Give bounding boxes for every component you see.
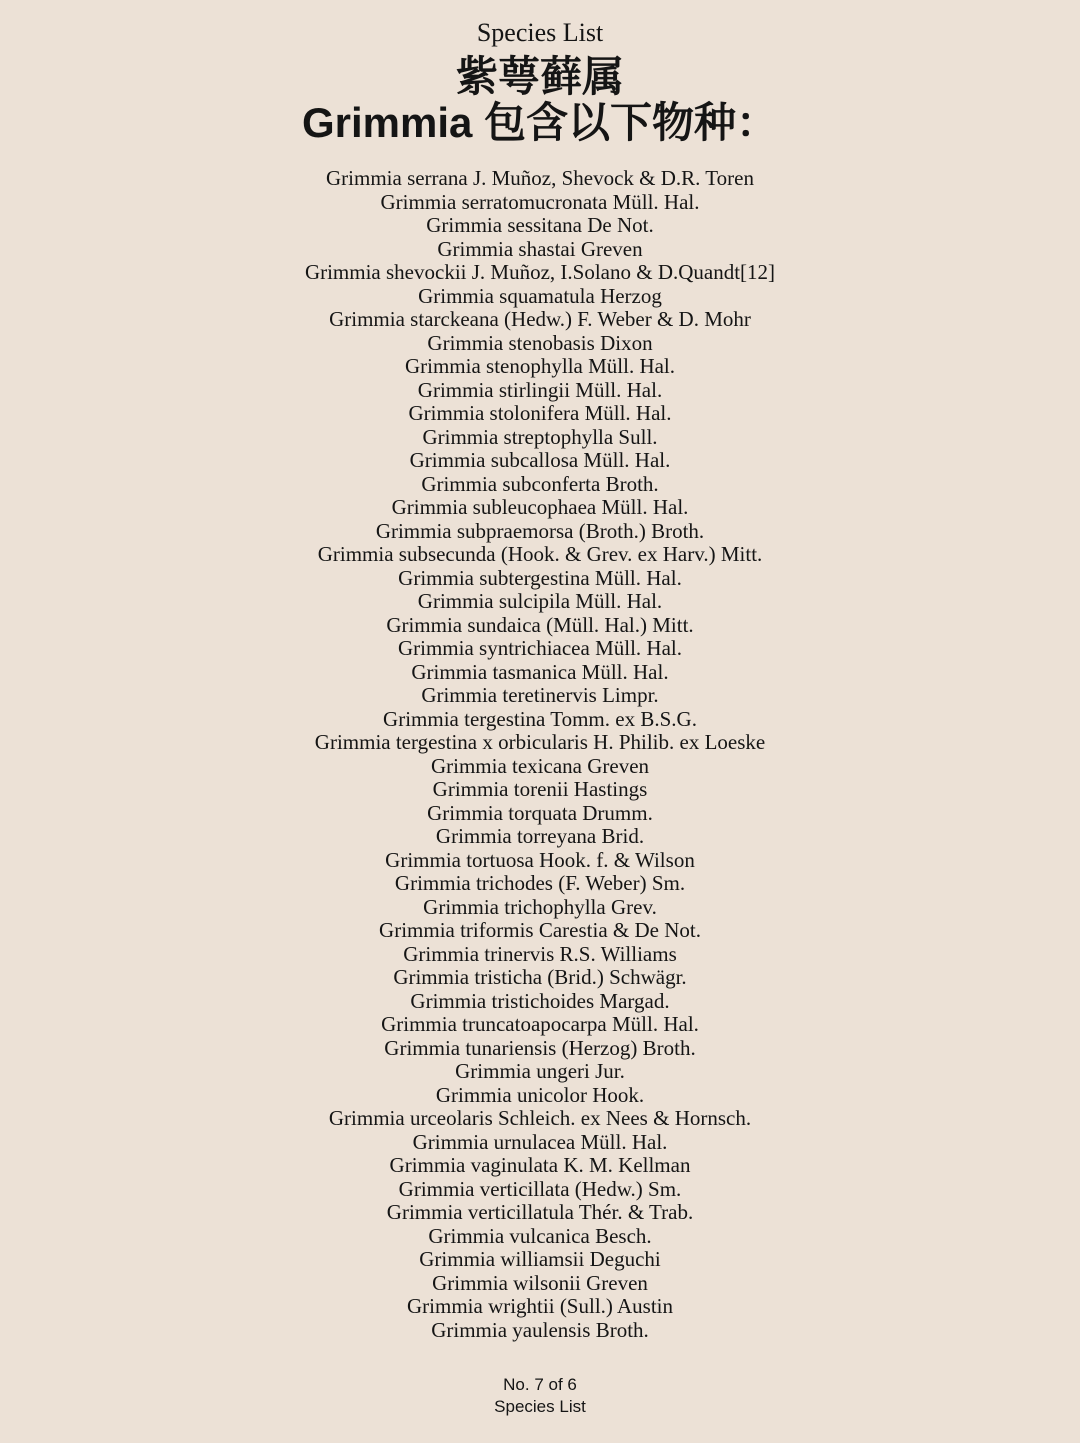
title-line-genus-chinese: 紫萼藓属 <box>455 53 624 100</box>
species-list-item: Grimmia stirlingii Müll. Hal. <box>417 377 663 402</box>
species-list-item: Grimmia verticillatula Thér. & Trab. <box>386 1200 694 1224</box>
species-list-item: Grimmia tunariensis (Herzog) Broth. <box>384 1035 696 1060</box>
species-list-item: Grimmia sundaica (Müll. Hal.) Mitt. <box>386 612 694 637</box>
section-label: Species List <box>476 18 604 47</box>
species-list-item: Grimmia unicolor Hook. <box>435 1082 645 1107</box>
species-list-item: Grimmia subcallosa Müll. Hal. <box>409 448 671 472</box>
species-list-item: Grimmia stenophylla Müll. Hal. <box>404 354 676 378</box>
species-list-item: Grimmia tristichoides Margad. <box>410 988 670 1013</box>
species-list-item: Grimmia wrightii (Sull.) Austin <box>407 1294 673 1318</box>
species-list-item: Grimmia tergestina Tomm. ex B.S.G. <box>383 706 697 731</box>
species-list-item: Grimmia triformis Carestia & De Not. <box>379 918 701 942</box>
species-list-item: Grimmia tasmanica Müll. Hal. <box>411 659 669 684</box>
species-list-item: Grimmia ungeri Jur. <box>455 1059 625 1083</box>
species-list-item: Grimmia stolonifera Müll. Hal. <box>408 401 672 425</box>
species-list-item: Grimmia serratomucronata Müll. Hal. <box>380 189 700 214</box>
species-list-item: Grimmia subtergestina Müll. Hal. <box>398 565 682 590</box>
species-list-item: Grimmia trichophylla Grev. <box>423 894 657 919</box>
species-list-item: Grimmia torquata Drumm. <box>427 800 653 825</box>
species-list-item: Grimmia verticillata (Hedw.) Sm. <box>398 1176 682 1201</box>
species-list-item: Grimmia squamatula Herzog <box>418 283 662 308</box>
footer-label: Species List <box>494 1397 586 1416</box>
species-list-item: Grimmia streptophylla Sull. <box>422 424 658 449</box>
title-line-genus-latin: Grimmia 包含以下物种： <box>301 99 779 146</box>
species-list-item: Grimmia tristicha (Brid.) Schwägr. <box>393 965 687 989</box>
species-list-item: Grimmia subconferta Broth. <box>421 471 659 496</box>
species-list-item: Grimmia sulcipila Müll. Hal. <box>417 589 663 613</box>
species-list-item: Grimmia sessitana De Not. <box>426 213 654 237</box>
species-list-item: Grimmia vaginulata K. M. Kellman <box>389 1153 691 1177</box>
species-list-item: Grimmia serrana J. Muñoz, Shevock & D.R. Toren <box>326 166 754 190</box>
species-list-item: Grimmia trinervis R.S. Williams <box>403 941 677 966</box>
species-list-item: Grimmia torreyana Brid. <box>435 824 645 848</box>
species-list-item: Grimmia williamsii Deguchi <box>419 1247 661 1271</box>
species-list-item: Grimmia syntrichiacea Müll. Hal. <box>397 636 682 660</box>
species-list-item: Grimmia tortuosa Hook. f. & Wilson <box>385 847 695 872</box>
species-list-item: Grimmia subleucophaea Müll. Hal. <box>391 495 689 519</box>
footer <box>0 1374 1080 1418</box>
species-list-item: Grimmia texicana Greven <box>430 753 650 778</box>
species-list-item: Grimmia teretinervis Limpr. <box>421 683 659 707</box>
species-list-item: Grimmia starckeana (Hedw.) F. Weber & D. Mohr <box>329 307 751 331</box>
species-list-item: Grimmia yaulensis Broth. <box>431 1317 649 1342</box>
page-title <box>0 54 1080 146</box>
species-list-item: Grimmia subsecunda (Hook. & Grev. ex Harv.) Mitt. <box>317 542 763 566</box>
species-list-item: Grimmia urnulacea Müll. Hal. <box>412 1129 668 1154</box>
species-list-item: Grimmia urceolaris Schleich. ex Nees & Hornsch. <box>328 1106 752 1130</box>
species-list-item: Grimmia tergestina x orbicularis H. Philib. ex Loeske <box>314 730 766 754</box>
species-list-item: Grimmia subpraemorsa (Broth.) Broth. <box>375 518 705 543</box>
species-list <box>0 167 1080 1342</box>
species-list-item: Grimmia vulcanica Besch. <box>428 1223 652 1248</box>
species-list-item: Grimmia shevockii J. Muñoz, I.Solano & D.Quandt[12] <box>304 260 776 284</box>
species-list-item: Grimmia truncatoapocarpa Müll. Hal. <box>381 1012 699 1036</box>
species-list-item: Grimmia torenii Hastings <box>432 777 648 801</box>
species-list-item: Grimmia stenobasis Dixon <box>427 330 653 355</box>
species-list-item: Grimmia shastai Greven <box>437 236 643 261</box>
species-list-item: Grimmia wilsonii Greven <box>432 1270 648 1295</box>
page-indicator: No. 7 of 6 <box>503 1375 577 1394</box>
species-list-item: Grimmia trichodes (F. Weber) Sm. <box>394 871 686 895</box>
